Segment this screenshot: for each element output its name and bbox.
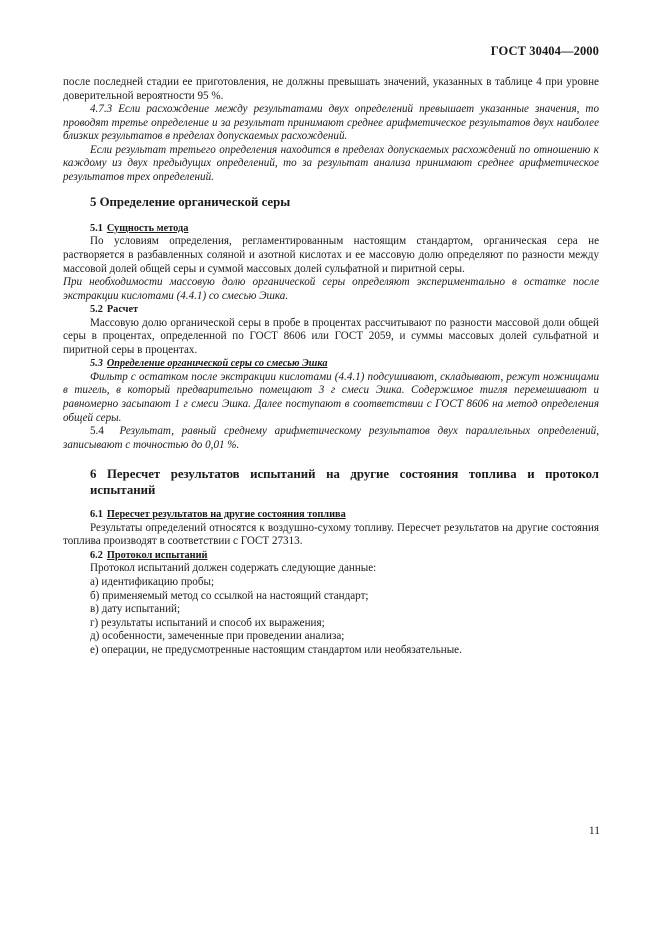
subsection-title: Расчет [106, 304, 139, 316]
subsection-title: Пересчет результатов на другие состояния топлива [106, 509, 346, 521]
subsection-number: 6.1 [90, 509, 103, 521]
paragraph-4-7-3: 4.7.3 Если расхождение между результатами двух определений превышает указанные значения, то проводят третье определение и за результат принимают среднее арифметическое результатов двух наиболее близких результатов в пределах допускаемых расхождений. [63, 103, 599, 143]
subsection-number: 5.3 [90, 358, 103, 370]
section-6-heading: 6 Пересчет результатов испытаний на другие состояния топлива и протокол испытаний [90, 467, 599, 498]
paragraph: после последней стадии ее приготовления, не должны превышать значений, указанных в таблице 4 при уровне доверительной вероятности 95 %. [63, 76, 599, 102]
page-number: 11 [588, 825, 600, 837]
paragraph: Фильтр с остатком после экстракции кислотами (4.4.1) подсушивают, складывают, режут ножницами в тигель, в который предварительно помещают 3 г смеси Эшка. Содержимое тигля перемешивают и равномерно засыпают 1 г смеси Эшка. Далее поступают в соответствии с ГОСТ 8606 на метод определения общей серы. [63, 370, 599, 424]
paragraph: Протокол испытаний должен содержать следующие данные: [90, 562, 377, 575]
list-item: е) операции, не предусмотренные настоящим стандартом или необязательные. [90, 643, 462, 656]
document-body [63, 76, 599, 657]
paragraph: Результаты определений относятся к воздушно-сухому топливу. Пересчет результатов на другие состояния топлива производят в соответствии с ГОСТ 27313. [63, 521, 599, 548]
list-item: д) особенности, замеченные при проведении анализа; [90, 630, 345, 643]
subsection-5-3-heading [90, 357, 599, 371]
list-item: а) идентификацию пробы; [90, 575, 215, 588]
subsection-6-1-heading [90, 508, 599, 522]
subsection-number: 5.4 [90, 425, 104, 438]
paragraph-5-4 [63, 425, 599, 452]
list-item: г) результаты испытаний и способ их выражения; [90, 616, 325, 629]
subsection-6-2-heading [90, 549, 599, 563]
document-id-header: ГОСТ 30404—2000 [490, 44, 599, 58]
subsection-5-2-heading [90, 303, 599, 317]
paragraph: Если результат третьего определения находится в пределах допускаемых расхождений по отношению к каждому из двух предыдущих определений, то за результат анализа принимают среднее арифметическое результатов трех определений. [63, 143, 599, 183]
subsection-title: Протокол испытаний [106, 549, 208, 561]
subsection-5-1-heading [90, 222, 599, 236]
paragraph: При необходимости массовую долю органической серы определяют экспериментально в остатке после экстракции кислотами (4.4.1) со смесью Эшка. [63, 276, 599, 302]
subsection-title: Сущность метода [106, 222, 189, 234]
paragraph-text: Результат, равный среднему арифметическому результатов двух параллельных определений, записывают с точностью до 0,01 %. [63, 425, 600, 451]
paragraph: Массовую долю органической серы в пробе в процентах рассчитывают по разности массовой доли общей серы в процентах, определенной по ГОСТ 8606 или ГОСТ 2059, и суммы массовых долей сульфатной и пиритной серы в процентах. [63, 316, 599, 356]
subsection-number: 5.1 [90, 222, 103, 234]
list-item: в) дату испытаний; [90, 603, 181, 616]
list-item: б) применяемый метод со ссылкой на настоящий стандарт; [90, 589, 369, 602]
subsection-number: 6.2 [90, 549, 103, 561]
section-5-heading: 5 Определение органической серы [90, 195, 291, 210]
subsection-title: Определение органической серы со смесью Эшка [106, 358, 328, 370]
subsection-number: 5.2 [90, 304, 103, 316]
paragraph: По условиям определения, регламентированным настоящим стандартом, органическая сера не растворяется в разбавленных соляной и азотной кислотах и ее массовую долю определяют по разности между массовой долей общей серы и суммой массовых долей сульфатной и пиритной серы. [63, 235, 599, 275]
